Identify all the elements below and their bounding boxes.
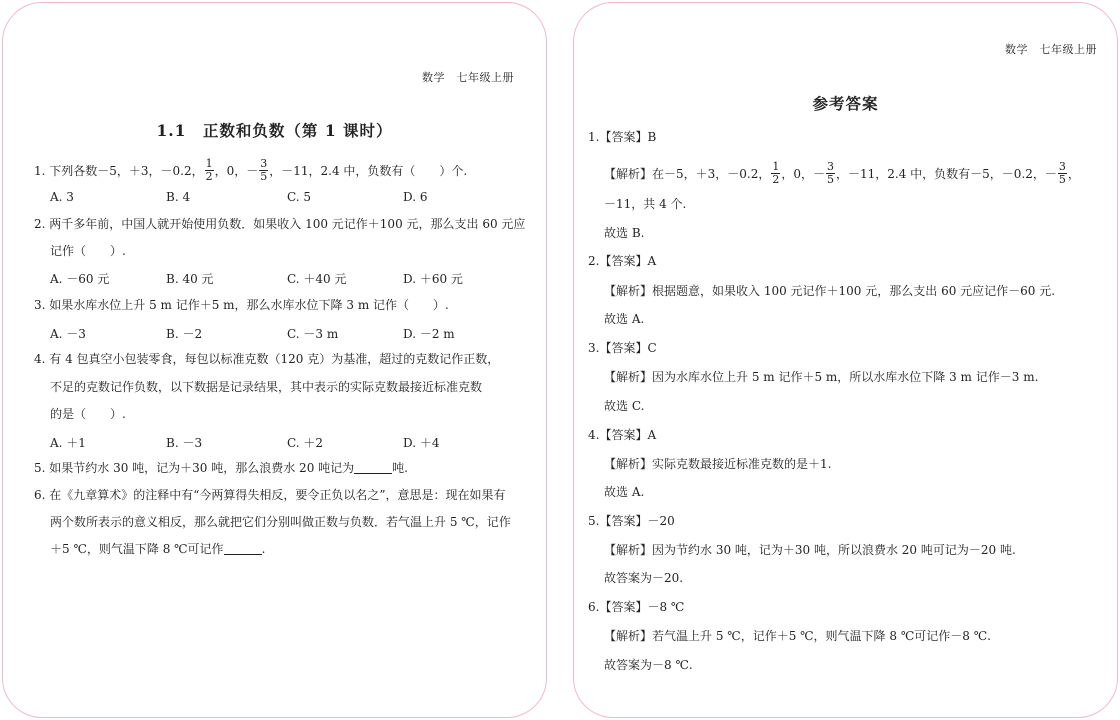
answer-4-conclusion: 故选 A. — [604, 485, 645, 499]
q4-option-a: A. ＋1 — [50, 436, 86, 450]
lesson-title: 1.1 正数和负数（第 1 课时） — [156, 121, 393, 140]
question-5 — [34, 460, 408, 476]
a1-exp-mid: ，0，－ — [781, 166, 825, 181]
q3-option-b: B. －2 — [166, 327, 203, 341]
question-page — [2, 2, 547, 718]
q2-option-d: D. ＋60 元 — [403, 272, 463, 286]
q5-text-post: 吨. — [392, 461, 408, 475]
q1-option-d: D. 6 — [403, 190, 428, 204]
answer-5-conclusion: 故答案为－20. — [604, 571, 684, 585]
fraction-numerator: 1 — [772, 160, 780, 173]
question-6-line-1: 6. 在《九章算术》的注释中有“今两算得失相反，要令正负以名之”，意思是：现在如果有 — [34, 488, 506, 502]
q1-option-c: C. 5 — [287, 190, 312, 204]
a1-exp-mid2: ，－11，2.4 中，负数有－5，－0.2，－ — [836, 166, 1057, 181]
answer-page — [573, 2, 1118, 718]
answer-2-explanation: 【解析】根据题意，如果收入 100 元记作＋100 元，那么支出 60 元应记作－60 元. — [604, 284, 1056, 298]
a1-exp-post: ， — [1067, 166, 1080, 181]
page-header: 数学 七年级上册 — [422, 71, 514, 84]
fraction-3-5 — [259, 158, 268, 183]
answer-6-conclusion: 故答案为－8 ℃. — [604, 658, 693, 672]
question-4-line-2: 不足的克数记作负数，以下数据是记录结果，其中表示的实际克数最接近标准克数 — [50, 380, 483, 394]
fraction-denominator: 5 — [260, 170, 268, 183]
question-2-line-1: 2. 两千多年前，中国人就开始使用负数．如果收入 100 元记作＋100 元，那么支出 60 元应 — [34, 217, 526, 231]
fraction-numerator: 1 — [205, 157, 213, 170]
q5-answer-blank — [354, 462, 392, 474]
answer-5: 5.【答案】－20 — [588, 514, 675, 528]
q3-option-a: A. －3 — [50, 327, 86, 341]
q3-option-c: C. －3 m — [287, 327, 339, 341]
answer-4: 4.【答案】A — [588, 428, 657, 442]
fraction-denominator: 2 — [205, 170, 213, 183]
q1-option-b: B. 4 — [166, 190, 191, 204]
fraction-1-2 — [771, 161, 780, 186]
fraction-numerator: 3 — [1058, 160, 1066, 173]
fraction-numerator: 3 — [260, 157, 268, 170]
answer-1-line-2: －11，共 4 个. — [604, 197, 687, 211]
fraction-denominator: 5 — [1058, 173, 1066, 186]
answer-1-conclusion: 故选 B. — [604, 226, 645, 240]
answer-title: 参考答案 — [812, 94, 879, 113]
question-6-line-2: 两个数所表示的意义相反，那么就把它们分别叫做正数与负数．若气温上升 5 ℃，记作 — [50, 515, 511, 529]
answer-2: 2.【答案】A — [588, 254, 657, 268]
q6-text-pre: ＋5 ℃，则气温下降 8 ℃可记作 — [50, 542, 224, 556]
q4-option-b: B. －3 — [166, 436, 203, 450]
q1-text-post: ，－11，2.4 中，负数有（ ）个. — [269, 163, 468, 178]
fraction-denominator: 2 — [772, 173, 780, 186]
fraction-1-2 — [205, 158, 214, 183]
q2-option-c: C. ＋40 元 — [287, 272, 347, 286]
answer-3: 3.【答案】C — [588, 341, 657, 355]
answer-2-conclusion: 故选 A. — [604, 312, 645, 326]
answer-6: 6.【答案】－8 ℃ — [588, 600, 685, 614]
answer-1-explanation — [604, 161, 1080, 186]
q4-option-c: C. ＋2 — [287, 436, 324, 450]
q3-option-d: D. －2 m — [403, 327, 455, 341]
answer-6-explanation: 【解析】若气温上升 5 ℃，记作＋5 ℃，则气温下降 8 ℃可记作－8 ℃. — [604, 629, 991, 643]
answer-3-conclusion: 故选 C. — [604, 399, 645, 413]
q1-text-pre: 1. 下列各数－5，＋3，－0.2， — [34, 163, 204, 178]
q1-text-mid: ，0，－ — [214, 163, 259, 178]
answer-5-explanation: 【解析】因为节约水 30 吨，记为＋30 吨，所以浪费水 20 吨可记为－20 吨. — [604, 543, 1016, 557]
question-3: 3. 如果水库水位上升 5 m 记作＋5 m，那么水库水位下降 3 m 记作（ ）. — [34, 298, 449, 312]
q6-text-post: . — [261, 542, 266, 556]
q4-option-d: D. ＋4 — [403, 436, 440, 450]
fraction-denominator: 5 — [827, 173, 834, 186]
page-header: 数学 七年级上册 — [1005, 43, 1097, 56]
answer-1: 1.【答案】B — [588, 130, 657, 144]
answer-4-explanation: 【解析】实际克数最接近标准克数的是＋1. — [604, 457, 832, 471]
q6-answer-blank — [224, 543, 262, 555]
fraction-numerator: 3 — [827, 160, 834, 173]
question-4-line-1: 4. 有 4 包真空小包装零食，每包以标准克数（120 克）为基准，超过的克数记作正数， — [34, 352, 500, 366]
q2-option-a: A. －60 元 — [50, 272, 110, 286]
q5-text-pre: 5. 如果节约水 30 吨，记为＋30 吨，那么浪费水 20 吨记为 — [34, 461, 355, 475]
a1-exp-pre: 【解析】在－5，＋3，－0.2， — [604, 166, 771, 181]
question-2-line-2: 记作（ ）. — [50, 244, 126, 258]
answer-3-explanation: 【解析】因为水库水位上升 5 m 记作＋5 m，所以水库水位下降 3 m 记作－3 m. — [604, 370, 1039, 384]
question-1 — [34, 158, 467, 183]
q1-option-a: A. 3 — [50, 190, 74, 204]
question-4-line-3: 的是（ ）. — [50, 407, 126, 421]
fraction-3-5 — [826, 161, 835, 186]
q2-option-b: B. 40 元 — [166, 272, 214, 286]
fraction-3-5 — [1058, 161, 1067, 186]
question-6-line-3 — [50, 541, 265, 557]
